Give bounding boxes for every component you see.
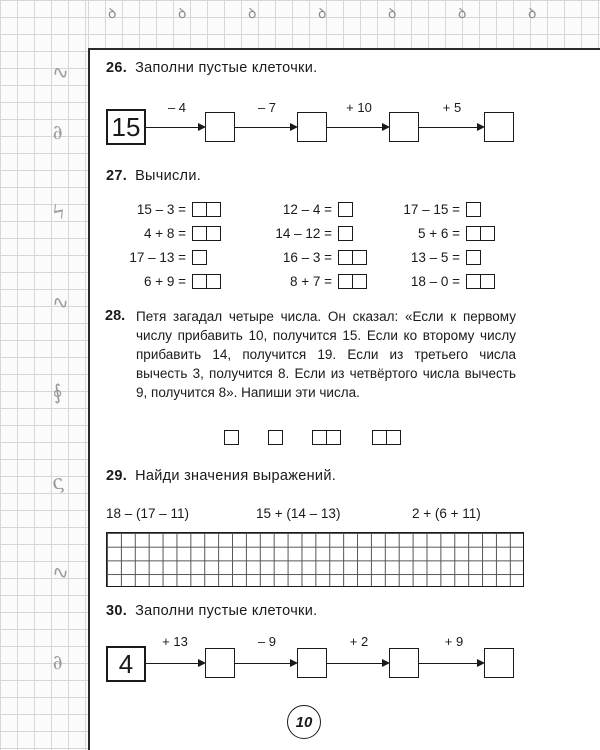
- spiral-icon: ꝺ: [108, 5, 117, 21]
- answer-box[interactable]: [389, 648, 419, 678]
- doodle-icon: ϟ: [49, 198, 68, 226]
- calc-item: [242, 226, 353, 241]
- doodle-icon: ς: [49, 469, 66, 495]
- arrow-icon: [235, 127, 296, 128]
- answer-cells[interactable]: [192, 274, 221, 289]
- spiral-icon: ꝺ: [388, 5, 397, 21]
- answer-box[interactable]: [297, 648, 327, 678]
- notebook-margin-decoration: [0, 0, 90, 750]
- operation-label: + 10: [346, 100, 372, 115]
- calc-item: [242, 250, 367, 265]
- calc-expression: 17 – 15 =: [403, 202, 460, 217]
- operation-label: + 5: [442, 100, 462, 115]
- arrow-icon: [419, 127, 483, 128]
- calc-item: [370, 274, 495, 289]
- calc-expression: 18 – 0 =: [410, 274, 460, 289]
- task-heading: Вычисли.: [135, 168, 202, 184]
- operation-label: – 9: [257, 634, 277, 649]
- expression: 15 + (14 – 13): [256, 506, 341, 521]
- spiral-icon: ꝺ: [178, 5, 187, 21]
- calc-item: [242, 202, 353, 217]
- calc-expression: 15 – 3 =: [136, 202, 186, 217]
- calc-item: [242, 274, 367, 289]
- page-number: 10: [287, 705, 321, 739]
- task-number: 28.: [105, 308, 126, 324]
- arrow-icon: [235, 663, 296, 664]
- answer-cells[interactable]: [466, 226, 495, 241]
- answer-box[interactable]: [389, 112, 419, 142]
- answer-cells[interactable]: [268, 430, 283, 445]
- doodle-icon: ∂: [49, 119, 65, 145]
- operation-label: + 13: [162, 634, 188, 649]
- answer-box[interactable]: [205, 648, 235, 678]
- calc-expression: 4 + 8 =: [143, 226, 186, 241]
- task-29-title: [106, 468, 336, 484]
- calc-expression: 12 – 4 =: [282, 202, 332, 217]
- spiral-icon: ꝺ: [458, 5, 467, 21]
- operation-label: – 4: [167, 100, 187, 115]
- arrow-icon: [327, 127, 388, 128]
- answer-box[interactable]: [297, 112, 327, 142]
- operation-label: + 9: [444, 634, 464, 649]
- spiral-icon: ꝺ: [248, 5, 257, 21]
- task-heading: Заполни пустые клеточки.: [135, 603, 318, 619]
- answer-box[interactable]: [205, 112, 235, 142]
- expression: 2 + (6 + 11): [412, 506, 481, 521]
- calc-expression: 8 + 7 =: [289, 274, 332, 289]
- calc-expression: 6 + 9 =: [143, 274, 186, 289]
- answer-cells[interactable]: [338, 274, 367, 289]
- spiral-icon: ꝺ: [528, 5, 537, 21]
- task-30-title: [106, 603, 317, 619]
- calc-item: [106, 202, 221, 217]
- calc-expression: 13 – 5 =: [410, 250, 460, 265]
- arrow-icon: [419, 663, 483, 664]
- task-28: [105, 307, 516, 402]
- task-number: 29.: [106, 468, 128, 484]
- task-27-title: [106, 168, 201, 184]
- calc-item: [106, 250, 207, 265]
- arrow-icon: [146, 663, 204, 664]
- start-number-box: 15: [106, 109, 146, 145]
- task-heading: Заполни пустые клеточки.: [135, 60, 318, 76]
- answer-cells[interactable]: [192, 226, 221, 241]
- doodle-icon: ∿: [49, 558, 72, 586]
- answer-cells[interactable]: [312, 430, 341, 445]
- answer-cells[interactable]: [372, 430, 401, 445]
- answer-cells[interactable]: [338, 226, 353, 241]
- arrow-icon: [327, 663, 388, 664]
- calc-expression: 14 – 12 =: [275, 226, 332, 241]
- answer-cells[interactable]: [338, 250, 367, 265]
- answer-box[interactable]: [484, 112, 514, 142]
- calc-expression: 5 + 6 =: [417, 226, 460, 241]
- calc-item: [106, 226, 221, 241]
- answer-grid[interactable]: [106, 532, 524, 587]
- arrow-icon: [146, 127, 204, 128]
- doodle-icon: ∿: [49, 288, 72, 316]
- calc-expression: 16 – 3 =: [282, 250, 332, 265]
- task-26-title: [106, 60, 317, 76]
- start-number-box: 4: [106, 646, 146, 682]
- answer-cells[interactable]: [466, 202, 481, 217]
- answer-cells[interactable]: [338, 202, 353, 217]
- spiral-icon: ꝺ: [318, 5, 327, 21]
- calc-item: [370, 202, 481, 217]
- doodle-icon: ∿: [49, 58, 72, 86]
- doodle-icon: ∂: [49, 649, 65, 675]
- calc-item: [370, 250, 481, 265]
- answer-cells[interactable]: [466, 274, 495, 289]
- operation-label: + 2: [349, 634, 369, 649]
- operation-label: – 7: [257, 100, 277, 115]
- notebook-top-decoration: [88, 0, 600, 50]
- answer-cells[interactable]: [224, 430, 239, 445]
- answer-cells[interactable]: [192, 250, 207, 265]
- doodle-icon: ∮: [49, 379, 65, 405]
- answer-cells[interactable]: [192, 202, 221, 217]
- expression: 18 – (17 – 11): [106, 506, 190, 521]
- answer-cells[interactable]: [466, 250, 481, 265]
- answer-box[interactable]: [484, 648, 514, 678]
- task-28-text: Петя загадал четыре числа. Он сказал: «Если к первому числу прибавить 10, получится 15. Если ко второму числу прибавить 14, получится 19. Если из третьего числа вычесть 3, получится 8. Если из четвёртого числа вычесть 9, получится 8». Напиши эти числа.: [136, 309, 516, 400]
- task-number: 26.: [106, 60, 128, 76]
- calc-expression: 17 – 13 =: [129, 250, 186, 265]
- task-number: 27.: [106, 168, 128, 184]
- task-heading: Найди значения выражений.: [135, 468, 337, 484]
- calc-item: [370, 226, 495, 241]
- task-number: 30.: [106, 603, 128, 619]
- calc-item: [106, 274, 221, 289]
